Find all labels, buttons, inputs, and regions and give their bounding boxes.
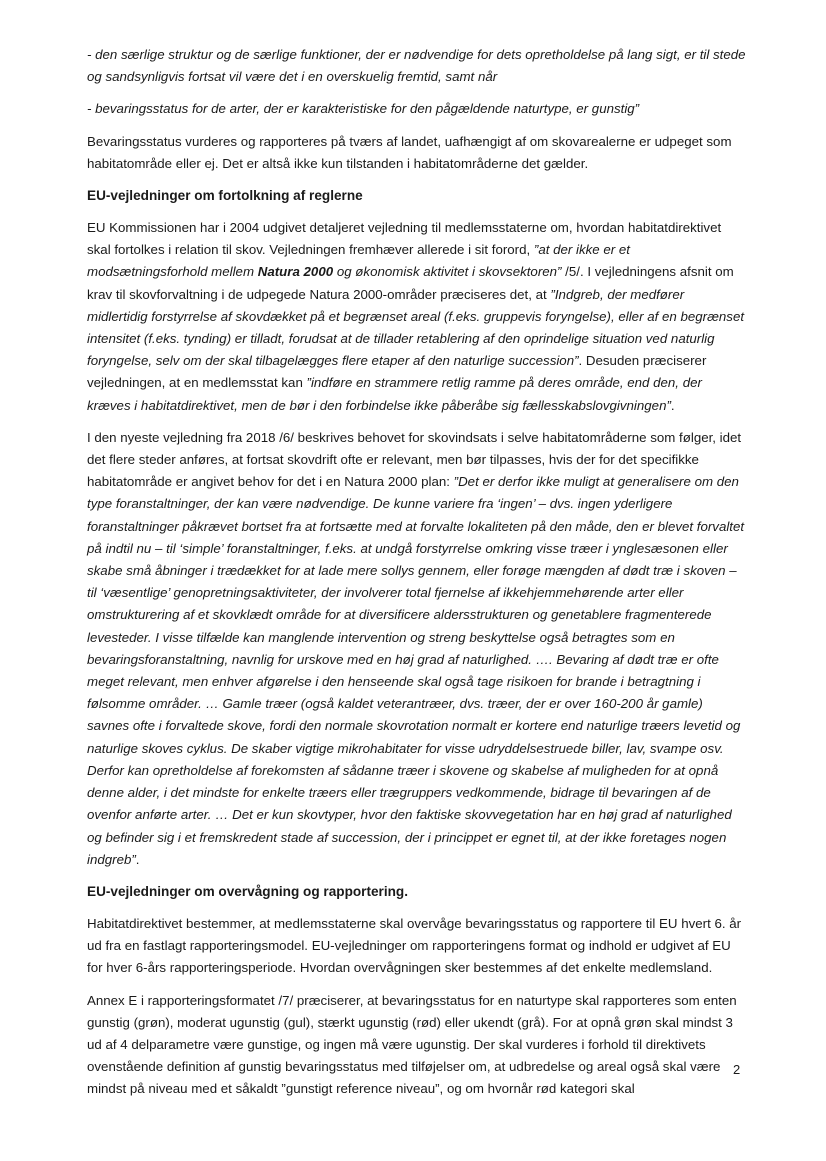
quote-run: ”at der ikke er et modsætningsforhold mellem: [87, 242, 630, 280]
paragraph-annex-e: Annex E i rapporteringsformatet /7/ præciserer, at bevaringsstatus for en naturtype skal rapporteres som enten gunstig (grøn), moderat ugunstig (gul), stærkt ugunstig (rød) eller ukendt (grå). For at opnå grøn skal mindst 3 ud af 4 delparametre være gunstige, og ingen må være ugunstig. Der skal vurderes i forhold til direktivets ovenstående definition af gunstig bevaringsstatus med tilføjelser om, at udbredelse og areal også skal være mindst på niveau med et såkaldt ”gunstigt reference niveau”, og om hvornår rød kategori skal: [87, 992, 737, 1097]
text-run: /5/. I vejledningens afsnit om krav til skovforvaltning i de udpegede Natura 2000-områder præciseres det, at: [87, 264, 734, 302]
text-run: . Desuden præciserer vejledningen, at en medlemsstat kan: [87, 353, 707, 391]
heading-interpretation-guidance: EU-vejledninger om fortolkning af reglerne: [87, 188, 363, 204]
text-run: EU Kommissionen har i 2004 udgivet detaljeret vejledning til medlemsstaterne om, hvordan habitatdirektivet skal fortolkes i relation til skov. Vejledningen fremhæver allerede i sit forord,: [87, 220, 722, 258]
quote-run: og økonomisk aktivitet i skovsektoren”: [333, 264, 562, 280]
heading-monitoring-reporting: EU-vejledninger om overvågning og rapportering.: [87, 883, 409, 899]
quote-run: ”Det er derfor ikke muligt at generalisere om den type foranstaltninger, der kan være nødvendige. De kunne variere fra ‘ingen’ – dvs. ingen yderligere foranstaltninger påkrævet bortset fra at fortsætte med at forvalte lokaliteten på den måde, den er blevet forvaltet på indtil nu – til ‘simple’ foranstaltninger, f.eks. at undgå forstyrrelse omkring visse træer i ynglesæsonen eller skabe små åbninger i trædækket for at lade mere sollys gennem, eller forøge mængden af dødt træ i skoven – til ‘væsentlige’ genopretningsaktiviteter, der involverer total fjernelse af ikkehjemmehørende arter eller omstrukturering af et skovklædt område for at diversificere aldersstrukturen og genetablere fragmenterede levesteder. I visse tilfælde kan manglende intervention og streng beskyttelse også betragtes som en bevaringsforanstaltning, navnlig for urskove med en høj grad af naturlighed. …. Bevaring af dødt træ er ofte meget relevant, men enhver afgørelse i den henseende skal også tage risikoen for brande i betragtning i følsomme områder. … Gamle træer (også kaldet veterantræer, dvs. træer, der er over 160-200 år gamle) savnes ofte i forvaltede skove, fordi den normale skovrotation normalt er kortere end naturlige træers levetid og naturlige skoves cyklus. De skaber vigtige mikrohabitater for visse udryddelsestruede biller, lav, svampe osv. Derfor kan opretholdelse af forekomsten af sådanne træer i skovene og skabelse af muligheden for at opnå denne alder, i det mindste for enkelte træers eller trægruppers vedkommende, bidrage til bevaringen af de ovenfor anførte arter. … Det er kun skovtyper, hvor den faktiske skovvegetation har en høj grad af naturlighed og befinder sig i et fremskredent stade af succession, der i princippet er egnet til, at der ikke foretages nogen indgreb”: [87, 474, 745, 867]
text-run: .: [670, 397, 675, 413]
paragraph-conservation-status: Bevaringsstatus vurderes og rapporteres på tværs af landet, uafhængigt af om skovarealerne er udpeget som habitatområde eller ej. Det er altså ikke kun tilstanden i habitatområderne det gælder.: [87, 133, 732, 171]
page-body: [87, 44, 747, 1111]
quote-bullet-2: - bevaringsstatus for de arter, der er karakteristiske for den pågældende naturtype, er gunstig”: [87, 101, 640, 117]
paragraph-commission-guidance: [87, 217, 747, 417]
paragraph-habitat-directive: Habitatdirektivet bestemmer, at medlemsstaterne skal overvåge bevaringsstatus og rapportere til EU hvert 6. år ud fra en fastlagt rapporteringsmodel. EU-vejledninger om rapporteringens format og indhold er udgivet af EU for hver 6-års rapporteringsperiode. Hvordan overvågningen sker bestemmes af det enkelte medlemsland.: [87, 915, 742, 976]
paragraph-2018-guidance: [87, 427, 747, 871]
quote-run-bold: Natura 2000: [257, 264, 334, 280]
page-number: 2: [733, 1062, 741, 1077]
quote-run: ”Indgreb, der medfører midlertidig forstyrrelse af skovdækket på et begrænset areal (f.eks. gruppevis foryngelse), eller af en begrænset intensitet (f.eks. tynding) er tilladt, forudsat at de tillader retablering af den oprindelige situation ved naturlig foryngelse, selv om der skal tilbagelægges flere etaper af den naturlige succession”: [87, 286, 745, 369]
quote-run: ”indføre en strammere retlig ramme på deres område, end den, der kræves i habitatdirektivet, men de bør i den forbindelse ikke påberåbe sig fællesskabslovgivningen”: [87, 375, 702, 413]
quote-bullet-1: - den særlige struktur og de særlige funktioner, der er nødvendige for dets opretholdelse på lang sigt, er til stede og sandsynligvis fortsat vil være det i en overskuelig fremtid, samt når: [87, 47, 746, 85]
text-run: .: [135, 851, 140, 867]
text-run: I den nyeste vejledning fra 2018 /6/ beskrives behovet for skovindsats i selve habitatområderne som følger, idet det flere steder anføres, at fortsat skovdrift ofte er relevant, men bør tilpasses, hvis der for det specifikke habitatområde er angivet behov for det i en Natura 2000 plan:: [87, 429, 742, 490]
